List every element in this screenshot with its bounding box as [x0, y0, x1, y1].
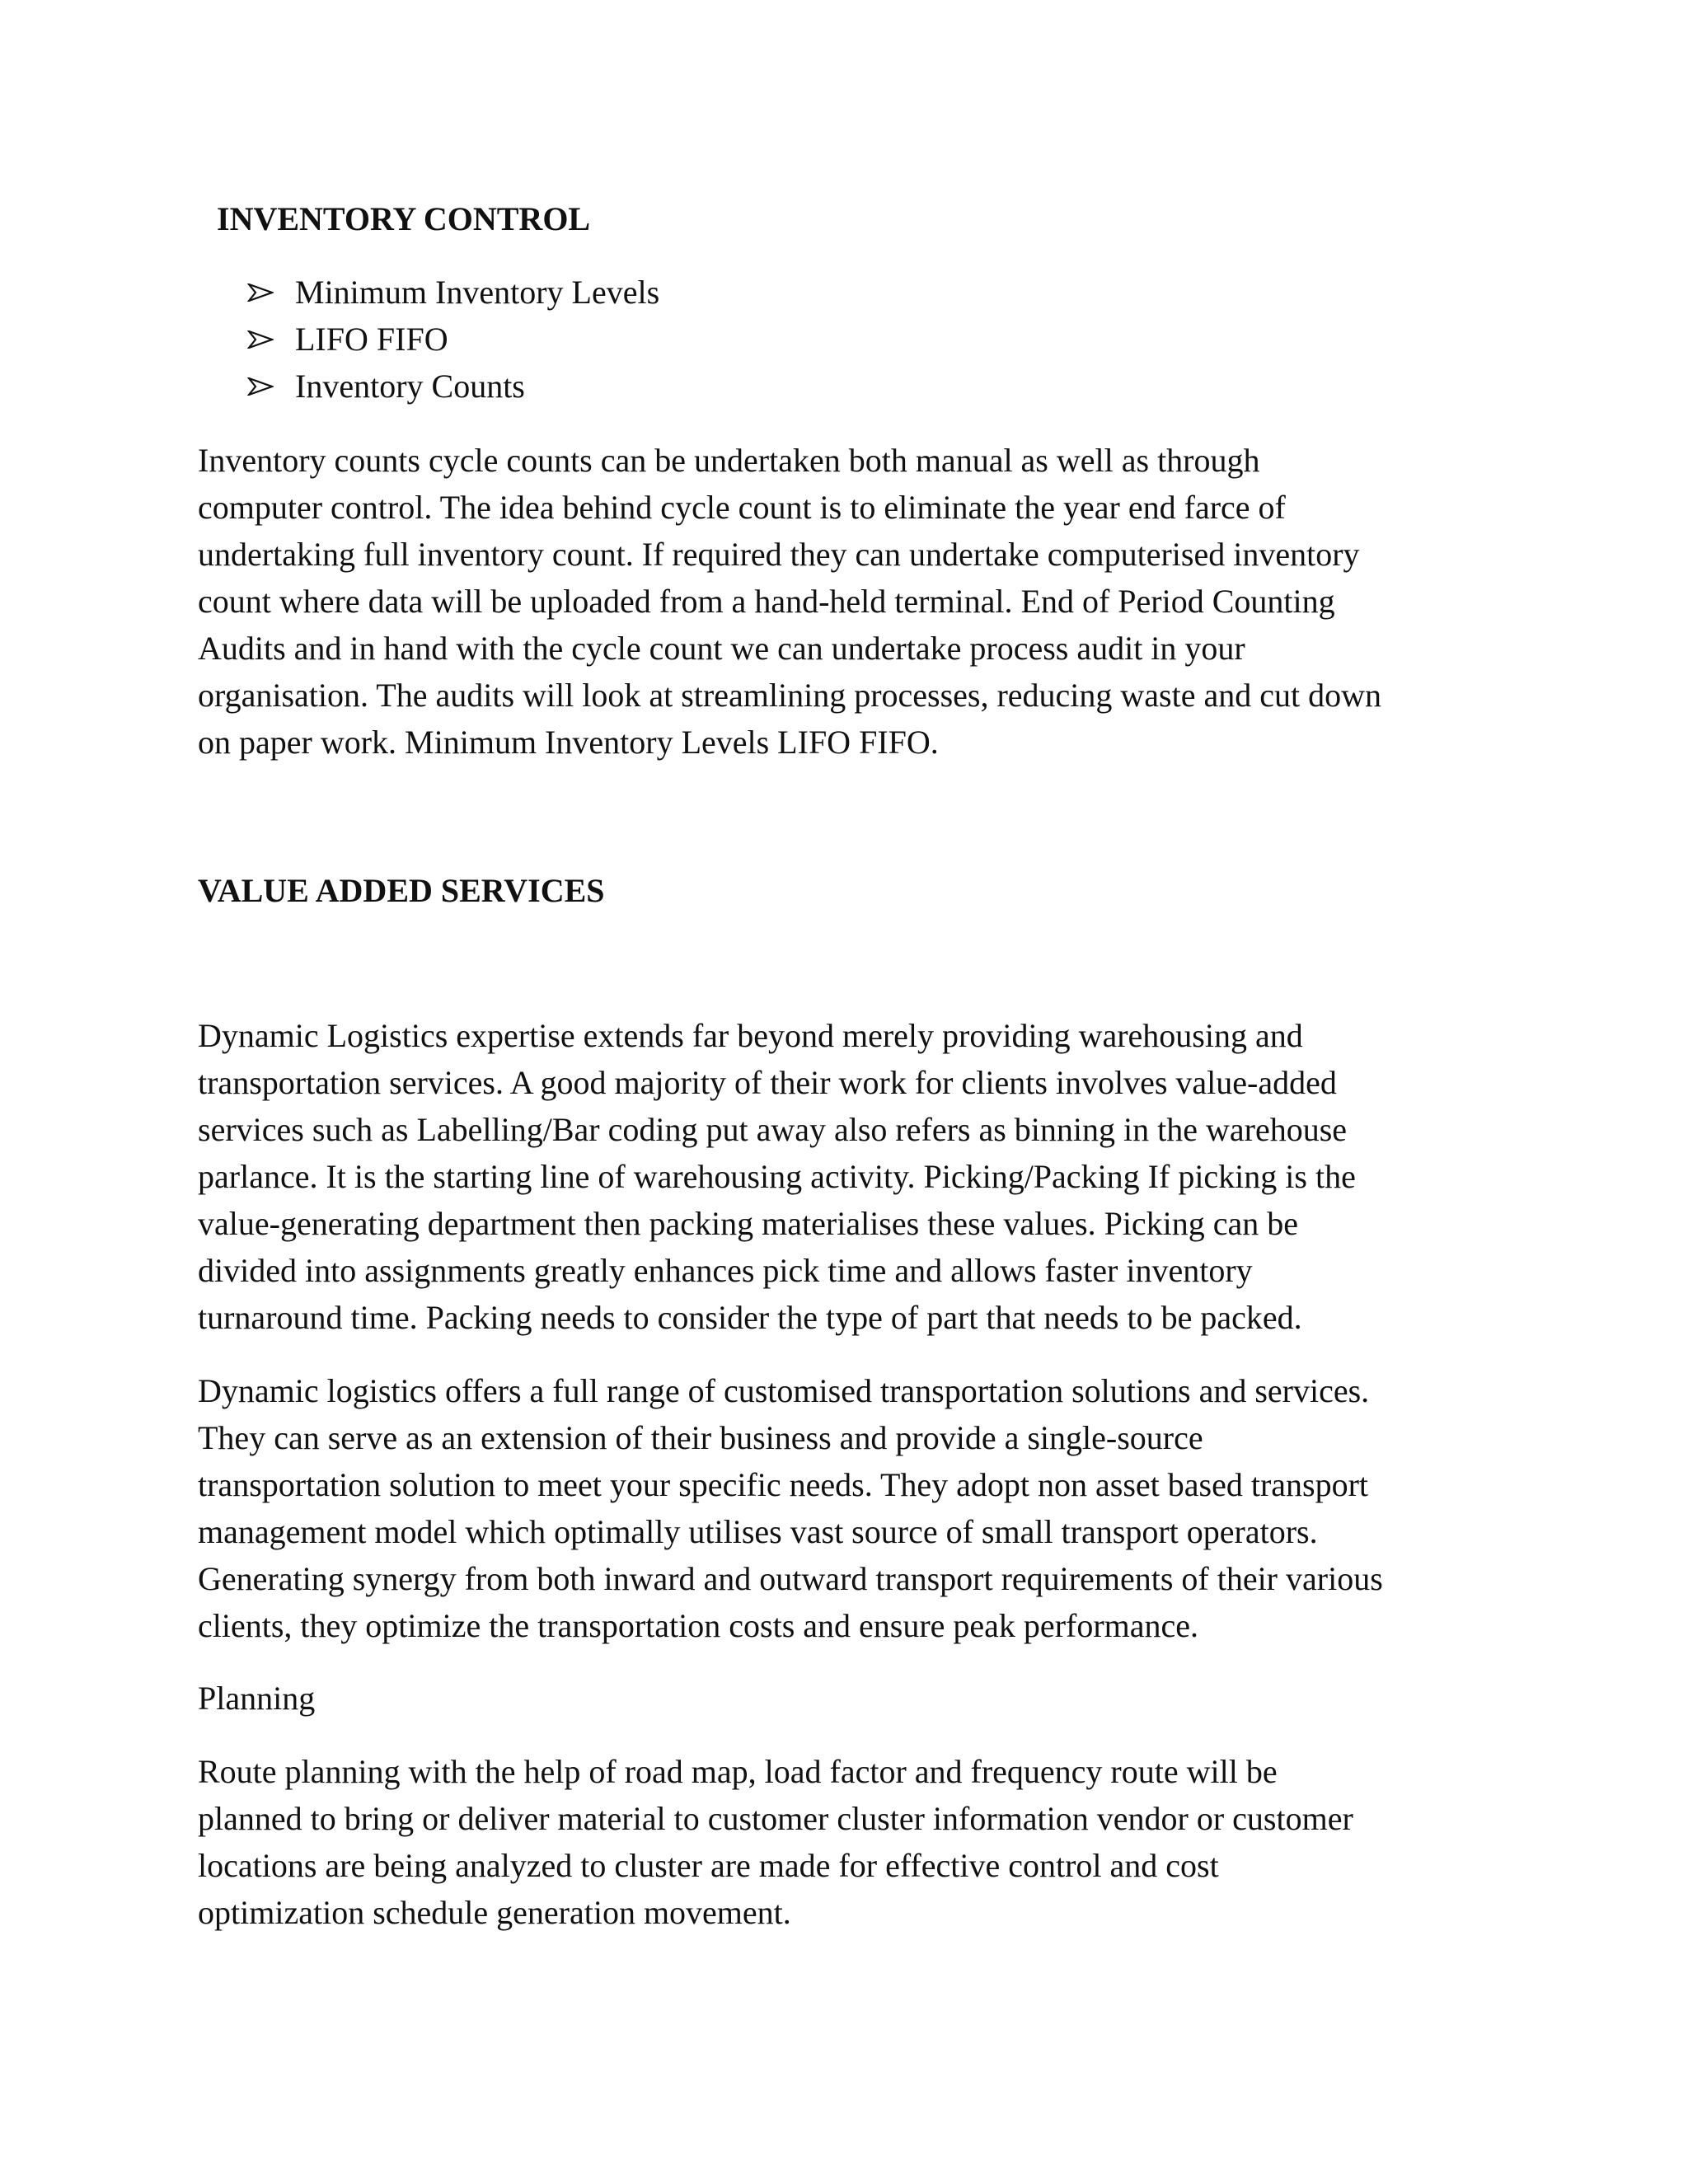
arrowhead-bullet-icon [247, 284, 274, 302]
paragraph-line: transportation services. A good majority of their work for clients involves value-added [198, 1064, 1337, 1101]
heading-value-added-services: VALUE ADDED SERVICES [198, 872, 605, 909]
paragraph-line: Audits and in hand with the cycle count we can undertake process audit in your [198, 630, 1245, 667]
paragraph-line: undertaking full inventory count. If required they can undertake computerised inventory [198, 536, 1360, 573]
bullet-text: Minimum Inventory Levels [295, 274, 660, 311]
paragraph-line: clients, they optimize the transportation costs and ensure peak performance. [198, 1607, 1199, 1644]
bullet-text: LIFO FIFO [295, 321, 448, 358]
paragraph-line: services such as Labelling/Bar coding put away also refers as binning in the warehouse [198, 1111, 1348, 1148]
paragraph-line: Route planning with the help of road map, load factor and frequency route will be [198, 1753, 1278, 1790]
paragraph-line: Inventory counts cycle counts can be undertaken both manual as well as through [198, 442, 1260, 479]
paragraph-line: on paper work. Minimum Inventory Levels LIFO FIFO. [198, 724, 939, 761]
paragraph-line: parlance. It is the starting line of warehousing activity. Picking/Packing If picking is the [198, 1158, 1356, 1195]
heading-inventory-control: INVENTORY CONTROL [217, 200, 591, 237]
paragraph-line: Dynamic logistics offers a full range of customised transportation solutions and services. [198, 1372, 1370, 1409]
transportation-paragraph [198, 1367, 1484, 1649]
paragraph-line: count where data will be uploaded from a hand-held terminal. End of Period Counting [198, 583, 1335, 620]
value-added-paragraph [198, 1012, 1484, 1341]
paragraph-line: They can serve as an extension of their business and provide a single-source [198, 1419, 1203, 1456]
paragraph-line: organisation. The audits will look at streamlining processes, reducing waste and cut down [198, 677, 1381, 714]
paragraph-line: transportation solution to meet your specific needs. They adopt non asset based transport [198, 1466, 1369, 1503]
paragraph-line: locations are being analyzed to cluster are made for effective control and cost [198, 1847, 1219, 1884]
route-planning-paragraph [198, 1748, 1484, 1936]
arrowhead-bullet-icon [247, 377, 274, 396]
paragraph-line: turnaround time. Packing needs to consider the type of part that needs to be packed. [198, 1299, 1302, 1336]
inventory-counts-paragraph [198, 437, 1484, 766]
paragraph-line: value-generating department then packing materialises these values. Picking can be [198, 1205, 1299, 1242]
paragraph-line: management model which optimally utilises vast source of small transport operators. [198, 1513, 1318, 1550]
paragraph-line: planned to bring or deliver material to customer cluster information vendor or customer [198, 1800, 1353, 1837]
paragraph-line: divided into assignments greatly enhances pick time and allows faster inventory [198, 1252, 1253, 1289]
bullet-text: Inventory Counts [295, 368, 525, 405]
paragraph-line: Generating synergy from both inward and outward transport requirements of their various [198, 1560, 1383, 1597]
paragraph-line: optimization schedule generation movement. [198, 1894, 791, 1931]
planning-label [198, 1675, 1484, 1722]
paragraph-line: computer control. The idea behind cycle count is to eliminate the year end farce of [198, 489, 1286, 526]
arrowhead-bullet-icon [247, 330, 274, 349]
paragraph-line: Planning [198, 1680, 316, 1717]
paragraph-line: Dynamic Logistics expertise extends far beyond merely providing warehousing and [198, 1017, 1303, 1054]
